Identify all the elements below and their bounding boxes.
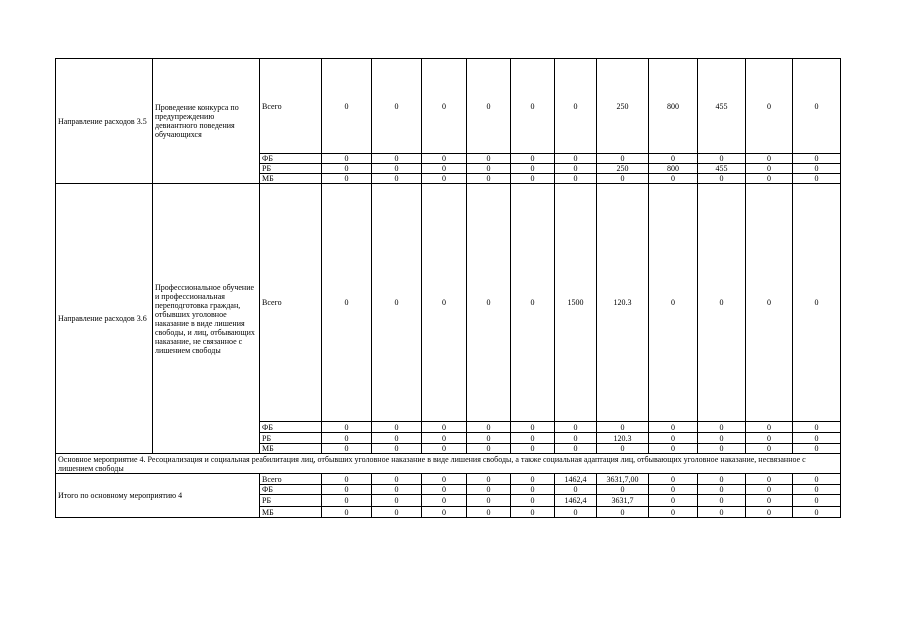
cell: 0 bbox=[372, 495, 422, 507]
cell: 0 bbox=[698, 507, 746, 518]
cell: 0 bbox=[322, 174, 372, 184]
cell: 0 bbox=[746, 444, 793, 454]
cell: 0 bbox=[467, 59, 511, 154]
cell: 0 bbox=[422, 507, 467, 518]
cell: 0 bbox=[597, 507, 649, 518]
cell: 0 bbox=[793, 154, 841, 164]
cell: 0 bbox=[511, 433, 555, 444]
cell: 0 bbox=[746, 59, 793, 154]
cell: 0 bbox=[698, 433, 746, 444]
cell: 0 bbox=[555, 507, 597, 518]
cell: 0 bbox=[422, 495, 467, 507]
cell: 0 bbox=[698, 174, 746, 184]
cell: 250 bbox=[597, 164, 649, 174]
cell: 3631,7 bbox=[597, 495, 649, 507]
cell: 0 bbox=[511, 507, 555, 518]
cell: 0 bbox=[597, 444, 649, 454]
cell: 0 bbox=[649, 474, 698, 485]
cell: 0 bbox=[649, 444, 698, 454]
cell: 0 bbox=[467, 444, 511, 454]
cell: 0 bbox=[422, 154, 467, 164]
cell: 0 bbox=[372, 444, 422, 454]
cell: 0 bbox=[649, 154, 698, 164]
cell: 0 bbox=[511, 164, 555, 174]
cell: 0 bbox=[467, 474, 511, 485]
cell: 0 bbox=[555, 433, 597, 444]
cell: 800 bbox=[649, 164, 698, 174]
cell: 0 bbox=[322, 154, 372, 164]
cell: 0 bbox=[422, 422, 467, 433]
cell: 0 bbox=[322, 474, 372, 485]
cell: 0 bbox=[422, 485, 467, 495]
total-label: Итого по основному мероприятию 4 bbox=[56, 474, 260, 518]
cell: 0 bbox=[372, 174, 422, 184]
cell: 0 bbox=[793, 474, 841, 485]
budget-table bbox=[55, 58, 841, 518]
main-event-title: Основное мероприятие 4. Ресоциализация и социальная реабилитация лиц, отбывших уголовное наказание в виде лишения свободы, а также социальная адаптация лиц, отбывающих уголовное наказание, несвязанное с лишением свободы bbox=[56, 454, 841, 474]
cell: 0 bbox=[322, 164, 372, 174]
cell: 0 bbox=[649, 433, 698, 444]
table-row bbox=[56, 474, 841, 485]
cell: 0 bbox=[698, 495, 746, 507]
cell: 0 bbox=[698, 485, 746, 495]
cell: 0 bbox=[793, 174, 841, 184]
cell: 0 bbox=[698, 474, 746, 485]
cell: 0 bbox=[511, 495, 555, 507]
cell: 0 bbox=[793, 495, 841, 507]
cell: 0 bbox=[372, 433, 422, 444]
cell: 800 bbox=[649, 59, 698, 154]
cell: 0 bbox=[793, 184, 841, 422]
cell: 0 bbox=[422, 174, 467, 184]
cell: 0 bbox=[467, 174, 511, 184]
cell: 250 bbox=[597, 59, 649, 154]
cell: 0 bbox=[422, 474, 467, 485]
cell: 0 bbox=[597, 154, 649, 164]
cell: 0 bbox=[746, 422, 793, 433]
cell: 0 bbox=[511, 444, 555, 454]
cell: 0 bbox=[698, 444, 746, 454]
cell: 0 bbox=[422, 184, 467, 422]
row-type: Всего bbox=[260, 59, 322, 154]
row-type: РБ bbox=[260, 495, 322, 507]
cell: 120.3 bbox=[597, 184, 649, 422]
cell: 0 bbox=[322, 507, 372, 518]
cell: 0 bbox=[511, 485, 555, 495]
cell: 0 bbox=[467, 433, 511, 444]
cell: 455 bbox=[698, 164, 746, 174]
cell: 0 bbox=[511, 59, 555, 154]
row-type: ФБ bbox=[260, 422, 322, 433]
cell: 0 bbox=[372, 474, 422, 485]
cell: 0 bbox=[322, 422, 372, 433]
row-type: ФБ bbox=[260, 154, 322, 164]
cell: 0 bbox=[422, 164, 467, 174]
row-type: РБ bbox=[260, 164, 322, 174]
cell: 0 bbox=[422, 59, 467, 154]
cell: 0 bbox=[746, 184, 793, 422]
section-label: Направление расходов 3.6 bbox=[56, 184, 153, 454]
cell: 0 bbox=[649, 495, 698, 507]
cell: 0 bbox=[467, 164, 511, 174]
cell: 0 bbox=[372, 485, 422, 495]
cell: 0 bbox=[649, 507, 698, 518]
cell: 0 bbox=[555, 444, 597, 454]
row-type: МБ bbox=[260, 174, 322, 184]
cell: 0 bbox=[372, 184, 422, 422]
cell: 0 bbox=[511, 154, 555, 164]
cell: 120.3 bbox=[597, 433, 649, 444]
cell: 0 bbox=[322, 433, 372, 444]
cell: 0 bbox=[793, 164, 841, 174]
cell: 0 bbox=[649, 422, 698, 433]
cell: 0 bbox=[467, 422, 511, 433]
cell: 0 bbox=[372, 507, 422, 518]
table-row bbox=[56, 184, 841, 422]
cell: 0 bbox=[372, 154, 422, 164]
cell: 0 bbox=[746, 485, 793, 495]
cell: 0 bbox=[793, 485, 841, 495]
cell: 0 bbox=[698, 184, 746, 422]
cell: 0 bbox=[422, 433, 467, 444]
table-row bbox=[56, 454, 841, 474]
cell: 0 bbox=[793, 444, 841, 454]
cell: 455 bbox=[698, 59, 746, 154]
cell: 0 bbox=[597, 485, 649, 495]
cell: 3631,7,00 bbox=[597, 474, 649, 485]
section-label: Направление расходов 3.5 bbox=[56, 59, 153, 184]
row-type: Всего bbox=[260, 474, 322, 485]
cell: 0 bbox=[597, 174, 649, 184]
cell: 0 bbox=[793, 422, 841, 433]
cell: 0 bbox=[467, 495, 511, 507]
cell: 0 bbox=[467, 184, 511, 422]
cell: 0 bbox=[698, 422, 746, 433]
cell: 0 bbox=[322, 485, 372, 495]
cell: 0 bbox=[467, 154, 511, 164]
cell: 0 bbox=[511, 474, 555, 485]
cell: 0 bbox=[793, 433, 841, 444]
cell: 0 bbox=[372, 59, 422, 154]
cell: 0 bbox=[555, 174, 597, 184]
cell: 0 bbox=[649, 174, 698, 184]
cell: 0 bbox=[793, 507, 841, 518]
cell: 0 bbox=[746, 495, 793, 507]
cell: 0 bbox=[698, 154, 746, 164]
cell: 0 bbox=[746, 507, 793, 518]
cell: 1462,4 bbox=[555, 474, 597, 485]
cell: 0 bbox=[322, 495, 372, 507]
cell: 0 bbox=[511, 422, 555, 433]
cell: 0 bbox=[511, 174, 555, 184]
cell: 0 bbox=[372, 422, 422, 433]
cell: 0 bbox=[555, 164, 597, 174]
cell: 0 bbox=[793, 59, 841, 154]
row-type: МБ bbox=[260, 444, 322, 454]
cell: 0 bbox=[511, 184, 555, 422]
cell: 0 bbox=[746, 174, 793, 184]
cell: 0 bbox=[649, 184, 698, 422]
section-description: Проведение конкурса по предупреждению девиантного поведения обучающихся bbox=[153, 59, 260, 184]
table-row bbox=[56, 59, 841, 154]
cell: 0 bbox=[467, 507, 511, 518]
cell: 1500 bbox=[555, 184, 597, 422]
row-type: РБ bbox=[260, 433, 322, 444]
cell: 0 bbox=[555, 485, 597, 495]
row-type: ФБ bbox=[260, 485, 322, 495]
cell: 0 bbox=[322, 59, 372, 154]
cell: 0 bbox=[746, 154, 793, 164]
cell: 0 bbox=[422, 444, 467, 454]
cell: 0 bbox=[372, 164, 422, 174]
row-type: Всего bbox=[260, 184, 322, 422]
cell: 0 bbox=[746, 433, 793, 444]
cell: 0 bbox=[322, 444, 372, 454]
cell: 0 bbox=[467, 485, 511, 495]
cell: 0 bbox=[746, 474, 793, 485]
cell: 0 bbox=[746, 164, 793, 174]
cell: 0 bbox=[555, 59, 597, 154]
cell: 1462,4 bbox=[555, 495, 597, 507]
section-description: Профессиональное обучение и профессиональная переподготовка граждан, отбывших уголовное наказание в виде лишения свободы, и лиц, отбывающих наказание, не связанное с лишением свободы bbox=[153, 184, 260, 454]
row-type: МБ bbox=[260, 507, 322, 518]
cell: 0 bbox=[555, 154, 597, 164]
cell: 0 bbox=[597, 422, 649, 433]
cell: 0 bbox=[322, 184, 372, 422]
cell: 0 bbox=[649, 485, 698, 495]
cell: 0 bbox=[555, 422, 597, 433]
